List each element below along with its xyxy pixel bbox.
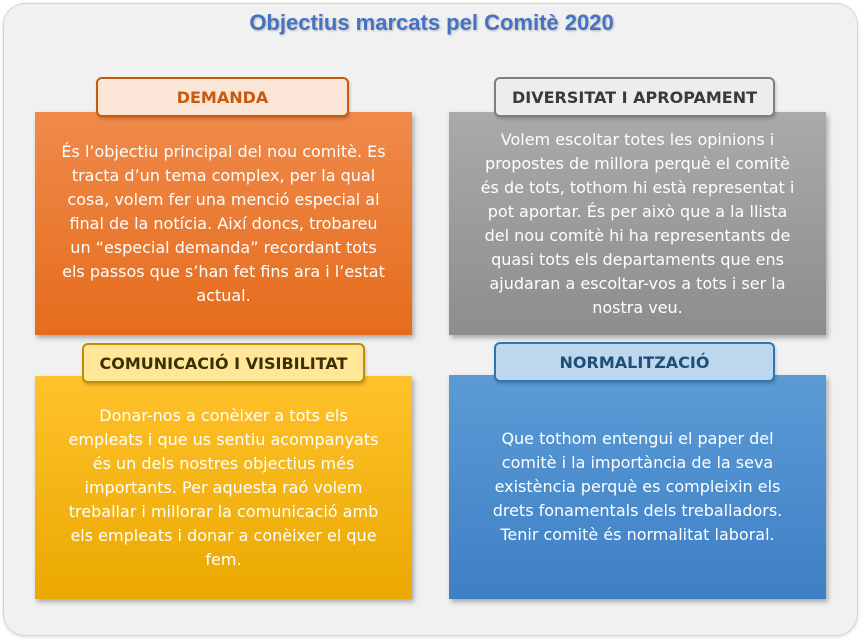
text-line: és un dels nostres objectius més [92,453,355,473]
text-line: fem. [205,549,242,569]
text-line: importants. Per aquesta raó volem [84,477,363,497]
text-line: un “especial demanda” recordant tots [70,237,377,257]
text-line: propostes de millora perquè el comitè [485,153,790,173]
text-line: nostra veu. [592,297,683,317]
text-line: tracta d’un tema complex, per la qual [71,165,376,185]
text-line: cosa, volem fer una menció especial al [67,189,380,209]
card-diversitat-text [481,128,795,320]
card-diversitat-body [449,112,826,335]
card-demanda-label: DEMANDA [96,77,349,117]
card-comunicacio-label: COMUNICACIÓ I VISIBILITAT [82,343,365,383]
text-line: final de la notícia. Així doncs, trobareu [69,213,378,233]
text-line: quasi tots els departaments que ens [491,249,784,269]
card-demanda-body [35,112,412,335]
card-diversitat-label: DIVERSITAT I APROPAMENT [494,77,775,117]
text-line: Donar-nos a conèixer a tots els [99,405,348,425]
text-line: És l’objectiu principal del nou comitè. Es [61,141,386,161]
text-line: els passos que s’han fet fins ara i l’estat [62,261,385,281]
text-line: pot aportar. És per això que a la llista [487,201,788,221]
card-normalitzacio-text [493,427,783,547]
text-line: és de tots, tothom hi està representat i [480,177,795,197]
text-line: Volem escoltar totes les opinions i [500,129,775,149]
card-demanda-text [61,140,385,308]
text-line: existència perquè es compleixin els [494,477,781,496]
text-line: ajudaran a escoltar-vos a tots i ser la [489,273,786,293]
diagram-title: Objectius marcats pel Comitè 2020 [249,10,614,35]
text-line: Que tothom entengui el paper del [501,429,774,448]
text-line: treballar i millorar la comunicació amb [68,501,379,521]
text-line: els empleats i donar a conèixer el que [70,525,377,545]
text-line: empleats i que us sentiu acompanyats [68,429,379,449]
card-normalitzacio-body [449,375,826,599]
text-line: Tenir comitè és normalitat laboral. [500,525,775,544]
card-comunicacio-text [69,404,379,572]
text-line: drets fonamentals dels treballadors. [492,501,783,520]
card-normalitzacio-label: NORMALITZACIÓ [494,342,775,382]
text-line: comitè i la importància de la seva [501,453,774,472]
text-line: del nou comitè hi ha representants de [484,225,791,245]
card-comunicacio-body [35,376,412,599]
text-line: actual. [196,285,251,305]
